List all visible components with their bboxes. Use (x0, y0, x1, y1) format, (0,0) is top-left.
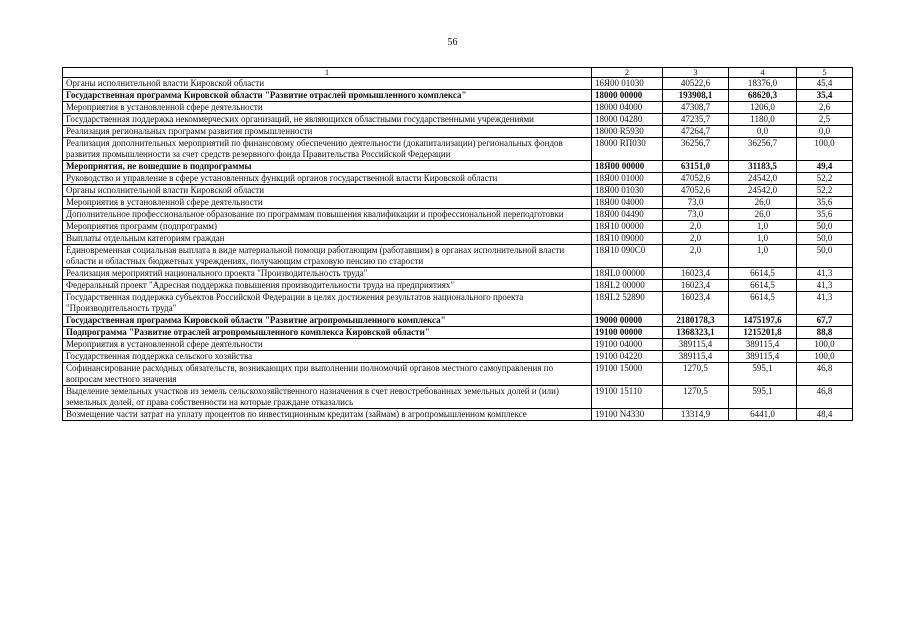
table-row (63, 138, 853, 161)
row-value-col4-cell: 68620,3 (729, 90, 797, 102)
row-name-cell: Софинансирование расходных обязательств, возникающих при выполнении полномочий органов местного самоуправления по вопросам местного значения (63, 363, 592, 386)
row-value-col4-cell: 389115,4 (729, 339, 797, 351)
row-value-col4-cell: 1180,0 (729, 114, 797, 126)
row-value-col4-cell: 6614,5 (729, 292, 797, 315)
table-row (63, 233, 853, 245)
row-name-cell: Мероприятия в установленной сфере деятельности (63, 102, 592, 114)
row-value-col4-cell: 1,0 (729, 221, 797, 233)
table-row (63, 351, 853, 363)
table-row (63, 268, 853, 280)
row-name-cell: Реализация мероприятий национального проекта "Производительность труда" (63, 268, 592, 280)
row-value-col4-cell: 31183,5 (729, 161, 797, 173)
row-value-col5-cell: 2,5 (797, 114, 853, 126)
row-name-cell: Мероприятия в установленной сфере деятельности (63, 197, 592, 209)
row-value-col5-cell: 88,8 (797, 327, 853, 339)
row-name-cell: Реализация дополнительных мероприятий по финансовому обеспечению деятельности (докапитализации) региональных фондов развития промышленности за счет средств резервного фонда Правительства Российской Федерации (63, 138, 592, 161)
row-name-cell: Реализация региональных программ развития промышленности (63, 126, 592, 138)
row-value-col3-cell: 2,0 (663, 221, 729, 233)
row-value-col3-cell: 16023,4 (663, 280, 729, 292)
table-row (63, 363, 853, 386)
row-value-col5-cell: 100,0 (797, 138, 853, 161)
row-value-col5-cell: 2,6 (797, 102, 853, 114)
row-value-col3-cell: 2,0 (663, 245, 729, 268)
row-value-col3-cell: 47052,6 (663, 173, 729, 185)
header-cell: 2 (592, 68, 663, 78)
row-code-cell: 19100 N4330 (592, 409, 663, 421)
table-header-row (63, 68, 853, 78)
row-value-col5-cell: 50,0 (797, 245, 853, 268)
row-code-cell: 18Я00 04000 (592, 197, 663, 209)
row-name-cell: Руководство и управление в сфере установленных функций органов государственной власти Кировской области (63, 173, 592, 185)
row-value-col3-cell: 47052,6 (663, 185, 729, 197)
row-value-col5-cell: 41,3 (797, 292, 853, 315)
row-value-col5-cell: 35,6 (797, 197, 853, 209)
row-code-cell: 16Я00 01030 (592, 78, 663, 90)
table-row (63, 161, 853, 173)
row-value-col3-cell: 73,0 (663, 197, 729, 209)
row-name-cell: Дополнительное профессиональное образование по программам повышения квалификации и профессиональной переподготовки (63, 209, 592, 221)
row-value-col4-cell: 6614,5 (729, 280, 797, 292)
row-name-cell: Подпрограмма "Развитие отраслей агропромышленного комплекса Кировской области" (63, 327, 592, 339)
table-row (63, 185, 853, 197)
row-value-col4-cell: 1475197,6 (729, 315, 797, 327)
row-code-cell: 18Я00 04490 (592, 209, 663, 221)
row-value-col5-cell: 50,0 (797, 221, 853, 233)
row-value-col3-cell: 47308,7 (663, 102, 729, 114)
row-name-cell: Федеральный проект "Адресная поддержка повышения производительности труда на предприятиях" (63, 280, 592, 292)
row-value-col3-cell: 1368323,1 (663, 327, 729, 339)
row-value-col3-cell: 1270,5 (663, 363, 729, 386)
row-value-col5-cell: 100,0 (797, 339, 853, 351)
row-name-cell: Мероприятия в установленной сфере деятельности (63, 339, 592, 351)
row-code-cell: 18Я10 090С0 (592, 245, 663, 268)
header-cell: 1 (63, 68, 592, 78)
row-name-cell: Государственная поддержка субъектов Российской Федерации в целях достижения результатов национального проекта "Производительность труда" (63, 292, 592, 315)
row-value-col4-cell: 389115,4 (729, 351, 797, 363)
row-value-col5-cell: 52,2 (797, 173, 853, 185)
row-value-col5-cell: 52,2 (797, 185, 853, 197)
row-value-col5-cell: 35,6 (797, 209, 853, 221)
row-value-col5-cell: 35,4 (797, 90, 853, 102)
table-row (63, 292, 853, 315)
table-row (63, 114, 853, 126)
table-row (63, 90, 853, 102)
row-value-col5-cell: 46,8 (797, 363, 853, 386)
row-code-cell: 18ЯL2 52890 (592, 292, 663, 315)
row-name-cell: Государственная программа Кировской области "Развитие агропромышленного комплекса" (63, 315, 592, 327)
row-name-cell: Мероприятия, не вошедшие в подпрограммы (63, 161, 592, 173)
row-value-col3-cell: 16023,4 (663, 268, 729, 280)
table-row (63, 280, 853, 292)
header-cell: 3 (663, 68, 729, 78)
row-value-col5-cell: 100,0 (797, 351, 853, 363)
row-code-cell: 19100 04220 (592, 351, 663, 363)
row-name-cell: Выделение земельных участков из земель сельскохозяйственного назначения в счет невостребованных земельных долей и (или) земельных долей, от права собственности на которые граждане отказались (63, 386, 592, 409)
row-name-cell: Мероприятия программ (подпрограмм) (63, 221, 592, 233)
row-name-cell: Государственная поддержка некоммерческих организаций, не являющихся областными государственными учреждениями (63, 114, 592, 126)
row-value-col3-cell: 193908,1 (663, 90, 729, 102)
row-code-cell: 18Я10 00000 (592, 221, 663, 233)
row-value-col3-cell: 73,0 (663, 209, 729, 221)
row-code-cell: 18ЯL2 00000 (592, 280, 663, 292)
table-row (63, 78, 853, 90)
row-value-col3-cell: 1270,5 (663, 386, 729, 409)
table-row (63, 173, 853, 185)
row-code-cell: 19100 04000 (592, 339, 663, 351)
row-value-col3-cell: 2180178,3 (663, 315, 729, 327)
row-value-col4-cell: 1,0 (729, 233, 797, 245)
row-value-col4-cell: 6614,5 (729, 268, 797, 280)
row-value-col3-cell: 36256,7 (663, 138, 729, 161)
row-code-cell: 18000 00000 (592, 90, 663, 102)
row-code-cell: 18000 04280 (592, 114, 663, 126)
row-value-col4-cell: 595,1 (729, 363, 797, 386)
row-value-col3-cell: 2,0 (663, 233, 729, 245)
table-row (63, 339, 853, 351)
row-value-col5-cell: 46,8 (797, 386, 853, 409)
row-value-col4-cell: 595,1 (729, 386, 797, 409)
table-row (63, 126, 853, 138)
table-row (63, 245, 853, 268)
row-value-col4-cell: 18376,0 (729, 78, 797, 90)
row-value-col3-cell: 389115,4 (663, 339, 729, 351)
row-name-cell: Выплаты отдельным категориям граждан (63, 233, 592, 245)
row-name-cell: Органы исполнительной власти Кировской области (63, 78, 592, 90)
row-code-cell: 19100 15000 (592, 363, 663, 386)
row-value-col5-cell: 48,4 (797, 409, 853, 421)
row-value-col3-cell: 63151,0 (663, 161, 729, 173)
row-code-cell: 18000 R5930 (592, 126, 663, 138)
header-cell: 5 (797, 68, 853, 78)
row-value-col4-cell: 0,0 (729, 126, 797, 138)
row-code-cell: 19100 00000 (592, 327, 663, 339)
row-value-col3-cell: 16023,4 (663, 292, 729, 315)
row-value-col4-cell: 1215201,8 (729, 327, 797, 339)
table-row (63, 327, 853, 339)
table-row (63, 386, 853, 409)
row-code-cell: 19000 00000 (592, 315, 663, 327)
row-code-cell: 18Я10 09000 (592, 233, 663, 245)
table-row (63, 209, 853, 221)
row-value-col5-cell: 41,3 (797, 268, 853, 280)
row-value-col3-cell: 47235,7 (663, 114, 729, 126)
budget-table (62, 67, 853, 421)
header-cell: 4 (729, 68, 797, 78)
row-value-col4-cell: 36256,7 (729, 138, 797, 161)
row-value-col4-cell: 6441,0 (729, 409, 797, 421)
row-value-col4-cell: 26,0 (729, 209, 797, 221)
row-code-cell: 18Я00 01030 (592, 185, 663, 197)
row-value-col3-cell: 389115,4 (663, 351, 729, 363)
page-number: 56 (447, 37, 458, 48)
table-row (63, 409, 853, 421)
table-row (63, 221, 853, 233)
row-name-cell: Органы исполнительной власти Кировской области (63, 185, 592, 197)
row-code-cell: 18ЯL0 00000 (592, 268, 663, 280)
row-name-cell: Единовременная социальная выплата в виде материальной помощи работающим (работавшим) в органах исполнительной власти области и областных бюджетных учреждениях, получающим страховую пенсию по старости (63, 245, 592, 268)
row-value-col4-cell: 1,0 (729, 245, 797, 268)
table-row (63, 315, 853, 327)
row-code-cell: 18000 RП030 (592, 138, 663, 161)
row-value-col5-cell: 67,7 (797, 315, 853, 327)
row-code-cell: 18Я00 01000 (592, 173, 663, 185)
row-name-cell: Государственная программа Кировской области "Развитие отраслей промышленного комплекса" (63, 90, 592, 102)
row-value-col4-cell: 24542,0 (729, 185, 797, 197)
row-value-col5-cell: 0,0 (797, 126, 853, 138)
row-value-col3-cell: 13314,9 (663, 409, 729, 421)
row-value-col5-cell: 49,4 (797, 161, 853, 173)
row-value-col4-cell: 26,0 (729, 197, 797, 209)
row-value-col3-cell: 40522,6 (663, 78, 729, 90)
row-value-col5-cell: 45,4 (797, 78, 853, 90)
table-row (63, 197, 853, 209)
row-value-col4-cell: 1206,0 (729, 102, 797, 114)
row-value-col5-cell: 41,3 (797, 280, 853, 292)
row-value-col5-cell: 50,0 (797, 233, 853, 245)
table-row (63, 102, 853, 114)
row-value-col4-cell: 24542,0 (729, 173, 797, 185)
row-name-cell: Возмещение части затрат на уплату процентов по инвестиционным кредитам (займам) в агропромышленном комплексе (63, 409, 592, 421)
row-code-cell: 18Я00 00000 (592, 161, 663, 173)
row-value-col3-cell: 47264,7 (663, 126, 729, 138)
row-code-cell: 19100 15110 (592, 386, 663, 409)
row-name-cell: Государственная поддержка сельского хозяйства (63, 351, 592, 363)
row-code-cell: 18000 04000 (592, 102, 663, 114)
